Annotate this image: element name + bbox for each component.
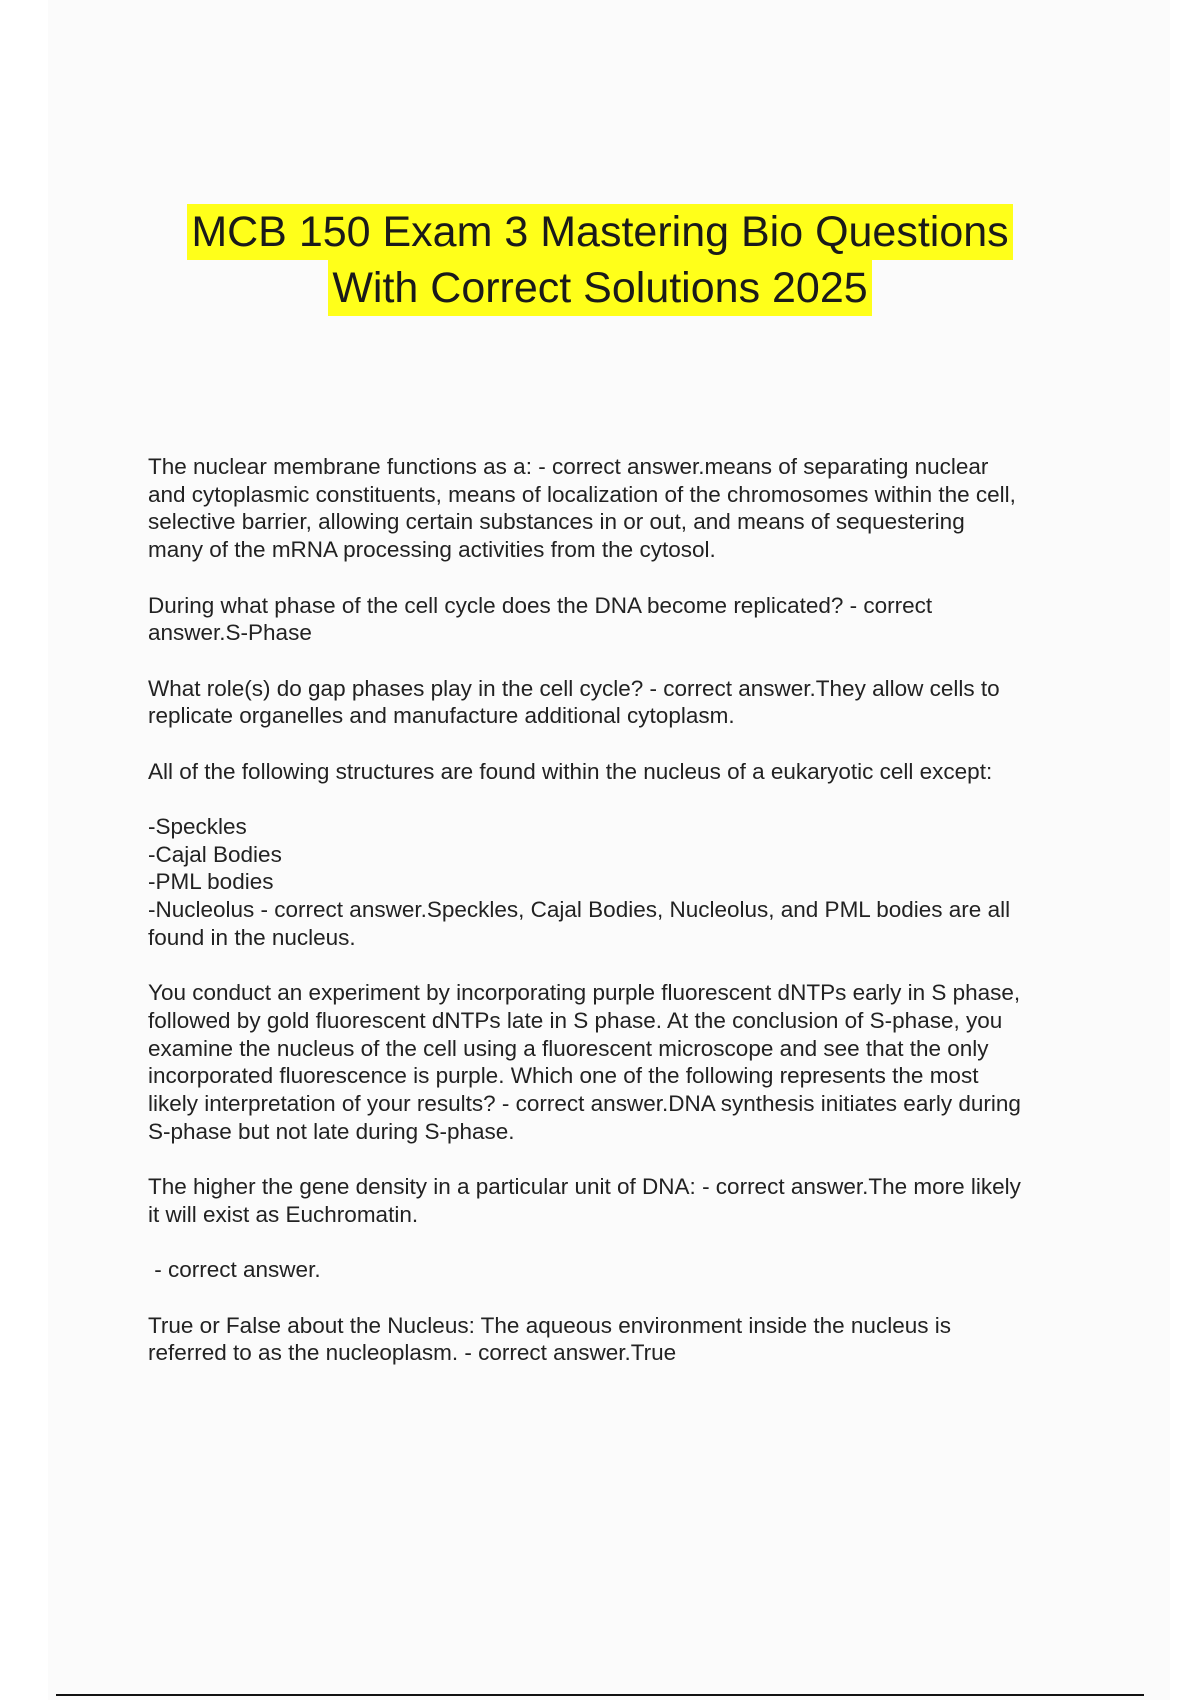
document-body (148, 453, 1093, 1395)
question-nucleus-structures: All of the following structures are found within the nucleus of a eukaryotic cell except: (148, 758, 993, 784)
question-gap-phases: What role(s) do gap phases play in the cell cycle? - correct answer.They allow cells to replicate organelles and manufacture additional cytoplasm. (148, 675, 1000, 729)
question-nucleus-structures-options: -Speckles -Cajal Bodies -PML bodies -Nucleolus - correct answer.Speckles, Cajal Bodies, Nucleolus, and PML bodies are all found in the nucleus. (148, 814, 1011, 950)
question-fluorescent-dntps: You conduct an experiment by incorporating purple fluorescent dNTPs early in S phase, followed by gold fluorescent dNTPs late in S phase. At the conclusion of S-phase, you examine the nucleus of the cell using a fluorescent microscope and see that the only incorporated fluorescence is purple. Which one of the following represents the most likely interpretation of your results? - correct answer.DNA synthesis initiates early during S-phase but not late during S-phase. (148, 980, 1021, 1144)
document-title (0, 204, 1200, 316)
question-nucleoplasm: True or False about the Nucleus: The aqueous environment inside the nucleus is referred to as the nucleoplasm. - correct answer.True (148, 1312, 951, 1366)
title-line-1: MCB 150 Exam 3 Mastering Bio Questions (187, 204, 1012, 260)
title-line-2: With Correct Solutions 2025 (328, 260, 871, 316)
empty-question-answer: - correct answer. (148, 1257, 321, 1283)
question-dna-replication-phase: During what phase of the cell cycle does the DNA become replicated? - correct answer.S-Phase (148, 592, 933, 646)
question-nuclear-membrane: The nuclear membrane functions as a: - correct answer.means of separating nuclear and cytoplasmic constituents, means of localization of the chromosomes within the cell, selective barrier, allowing certain substances in or out, and means of sequestering many of the mRNA processing activities from the cytosol. (148, 454, 1016, 563)
bottom-rule (56, 1694, 1144, 1696)
question-gene-density: The higher the gene density in a particular unit of DNA: - correct answer.The more likely it will exist as Euchromatin. (148, 1174, 1021, 1227)
